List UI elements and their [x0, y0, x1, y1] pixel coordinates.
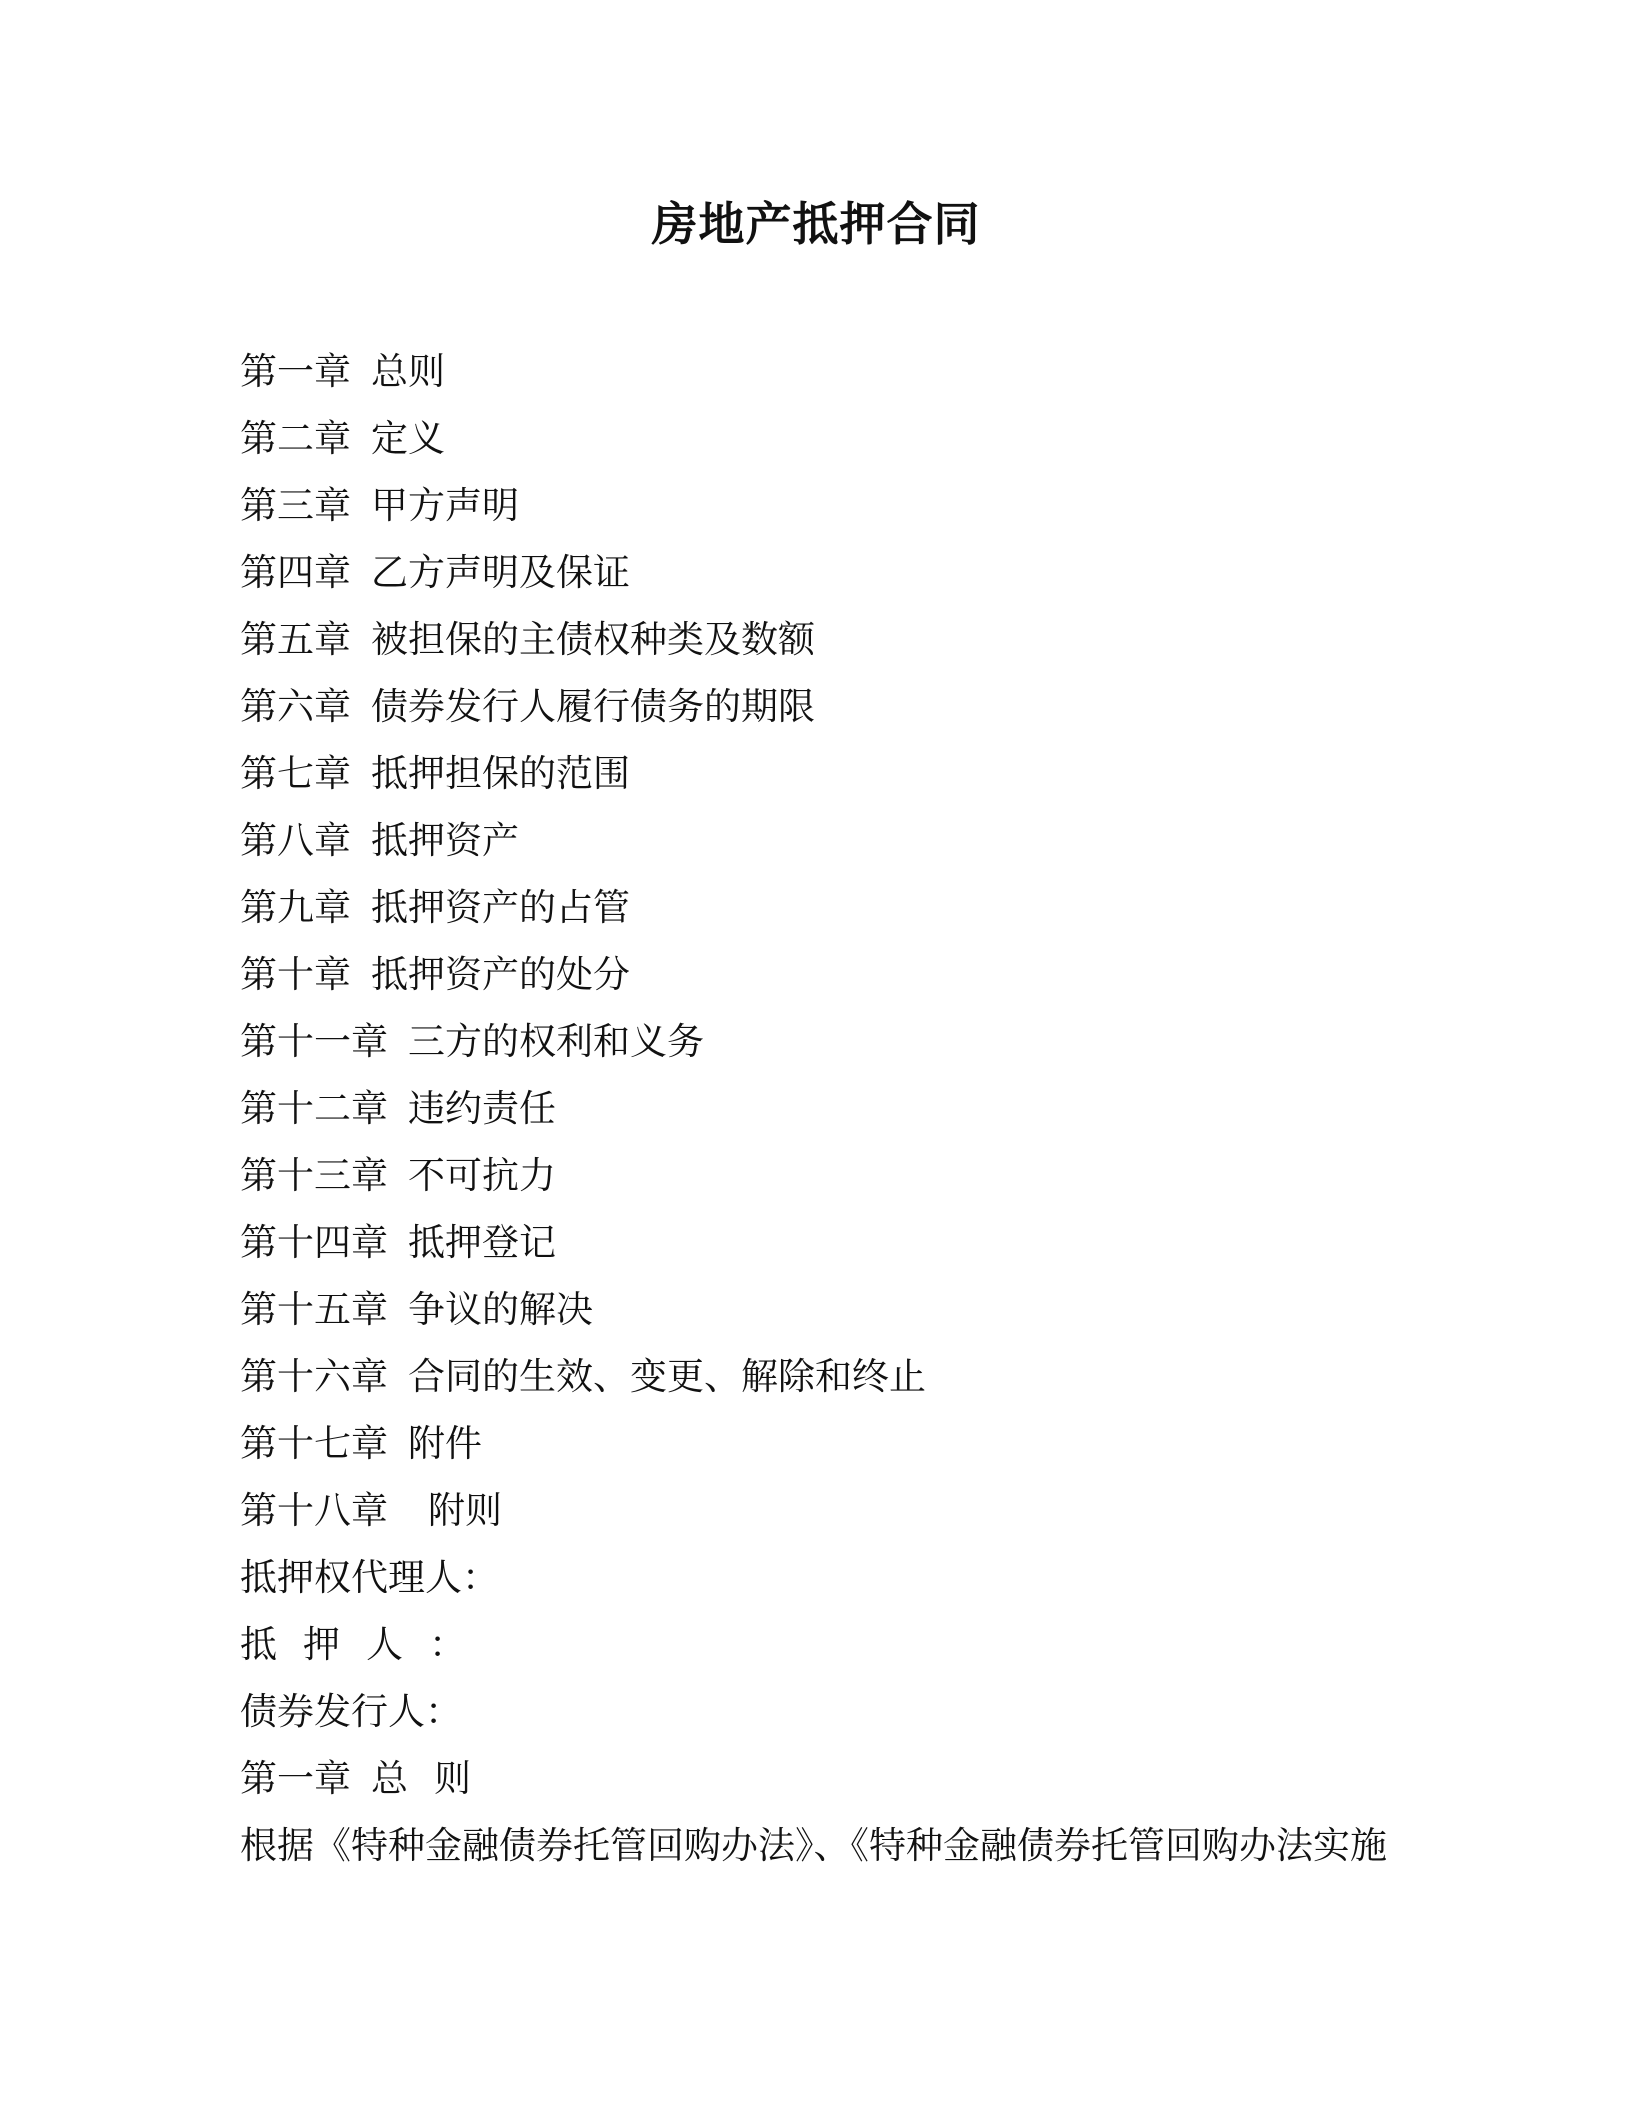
- body-text: 根据《特种金融债券托管回购办法》、《特种金融债券托管回购办法实施: [240, 1824, 1387, 1867]
- section-number: 第一章: [240, 1757, 351, 1800]
- toc-item-chapter-16: [240, 1343, 1500, 1410]
- chapter-number: 第六章: [240, 685, 351, 728]
- toc-item-chapter-10: [240, 941, 1500, 1008]
- toc-item-chapter-6: [240, 673, 1500, 740]
- chapter-number: 第十一章: [240, 1020, 388, 1063]
- toc-item-chapter-18: [240, 1477, 1500, 1544]
- toc-item-chapter-1: [240, 338, 1500, 405]
- toc-item-chapter-8: [240, 807, 1500, 874]
- section-title: 总则: [371, 1757, 497, 1800]
- toc-item-chapter-12: [240, 1075, 1500, 1142]
- chapter-title: 抵押担保的范围: [371, 752, 630, 795]
- chapter-title: 甲方声明: [371, 484, 519, 527]
- chapter-number: 第十四章: [240, 1221, 388, 1264]
- body-paragraph: [240, 1812, 1500, 1879]
- chapter-title: 不可抗力: [408, 1154, 556, 1197]
- chapter-title: 三方的权利和义务: [408, 1020, 704, 1063]
- party-agent-label: [240, 1544, 1500, 1611]
- chapter-number: 第四章: [240, 551, 351, 594]
- chapter-title: 抵押资产: [371, 819, 519, 862]
- chapter-title: 争议的解决: [408, 1288, 593, 1331]
- party-label: 抵押人：: [240, 1623, 492, 1666]
- toc-item-chapter-17: [240, 1410, 1500, 1477]
- chapter-title: 总则: [371, 350, 445, 393]
- chapter-title: 债券发行人履行债务的期限: [371, 685, 815, 728]
- toc-item-chapter-3: [240, 472, 1500, 539]
- chapter-number: 第十五章: [240, 1288, 388, 1331]
- chapter-number: 第十七章: [240, 1422, 388, 1465]
- toc-item-chapter-2: [240, 405, 1500, 472]
- toc-item-chapter-13: [240, 1142, 1500, 1209]
- toc-item-chapter-11: [240, 1008, 1500, 1075]
- chapter-number: 第十三章: [240, 1154, 388, 1197]
- toc-item-chapter-4: [240, 539, 1500, 606]
- party-label: 债券发行人：: [240, 1690, 462, 1733]
- party-mortgagor-label: [240, 1611, 1500, 1678]
- chapter-number: 第三章: [240, 484, 351, 527]
- chapter-number: 第九章: [240, 886, 351, 929]
- chapter-title: 违约责任: [408, 1087, 556, 1130]
- chapter-number: 第二章: [240, 417, 351, 460]
- section-heading: [240, 1745, 1500, 1812]
- chapter-title: 抵押资产的占管: [371, 886, 630, 929]
- chapter-number: 第十二章: [240, 1087, 388, 1130]
- chapter-number: 第八章: [240, 819, 351, 862]
- chapter-number: 第十章: [240, 953, 351, 996]
- toc-item-chapter-5: [240, 606, 1500, 673]
- chapter-title: 抵押登记: [408, 1221, 556, 1264]
- toc-item-chapter-15: [240, 1276, 1500, 1343]
- chapter-title: 被担保的主债权种类及数额: [371, 618, 815, 661]
- chapter-title: 定义: [371, 417, 445, 460]
- chapter-title: 附则: [428, 1489, 502, 1532]
- chapter-title: 抵押资产的处分: [371, 953, 630, 996]
- chapter-title: 乙方声明及保证: [371, 551, 630, 594]
- chapter-number: 第五章: [240, 618, 351, 661]
- chapter-number: 第十八章: [240, 1489, 388, 1532]
- party-issuer-label: [240, 1678, 1500, 1745]
- chapter-title: 合同的生效、变更、解除和终止: [408, 1355, 926, 1398]
- party-label: 抵押权代理人：: [240, 1556, 499, 1599]
- document-title: 房地产抵押合同: [651, 197, 981, 251]
- chapter-number: 第一章: [240, 350, 351, 393]
- chapter-title: 附件: [408, 1422, 482, 1465]
- toc-item-chapter-9: [240, 874, 1500, 941]
- chapter-number: 第七章: [240, 752, 351, 795]
- table-of-contents: [240, 338, 1500, 1879]
- toc-item-chapter-14: [240, 1209, 1500, 1276]
- toc-item-chapter-7: [240, 740, 1500, 807]
- chapter-number: 第十六章: [240, 1355, 388, 1398]
